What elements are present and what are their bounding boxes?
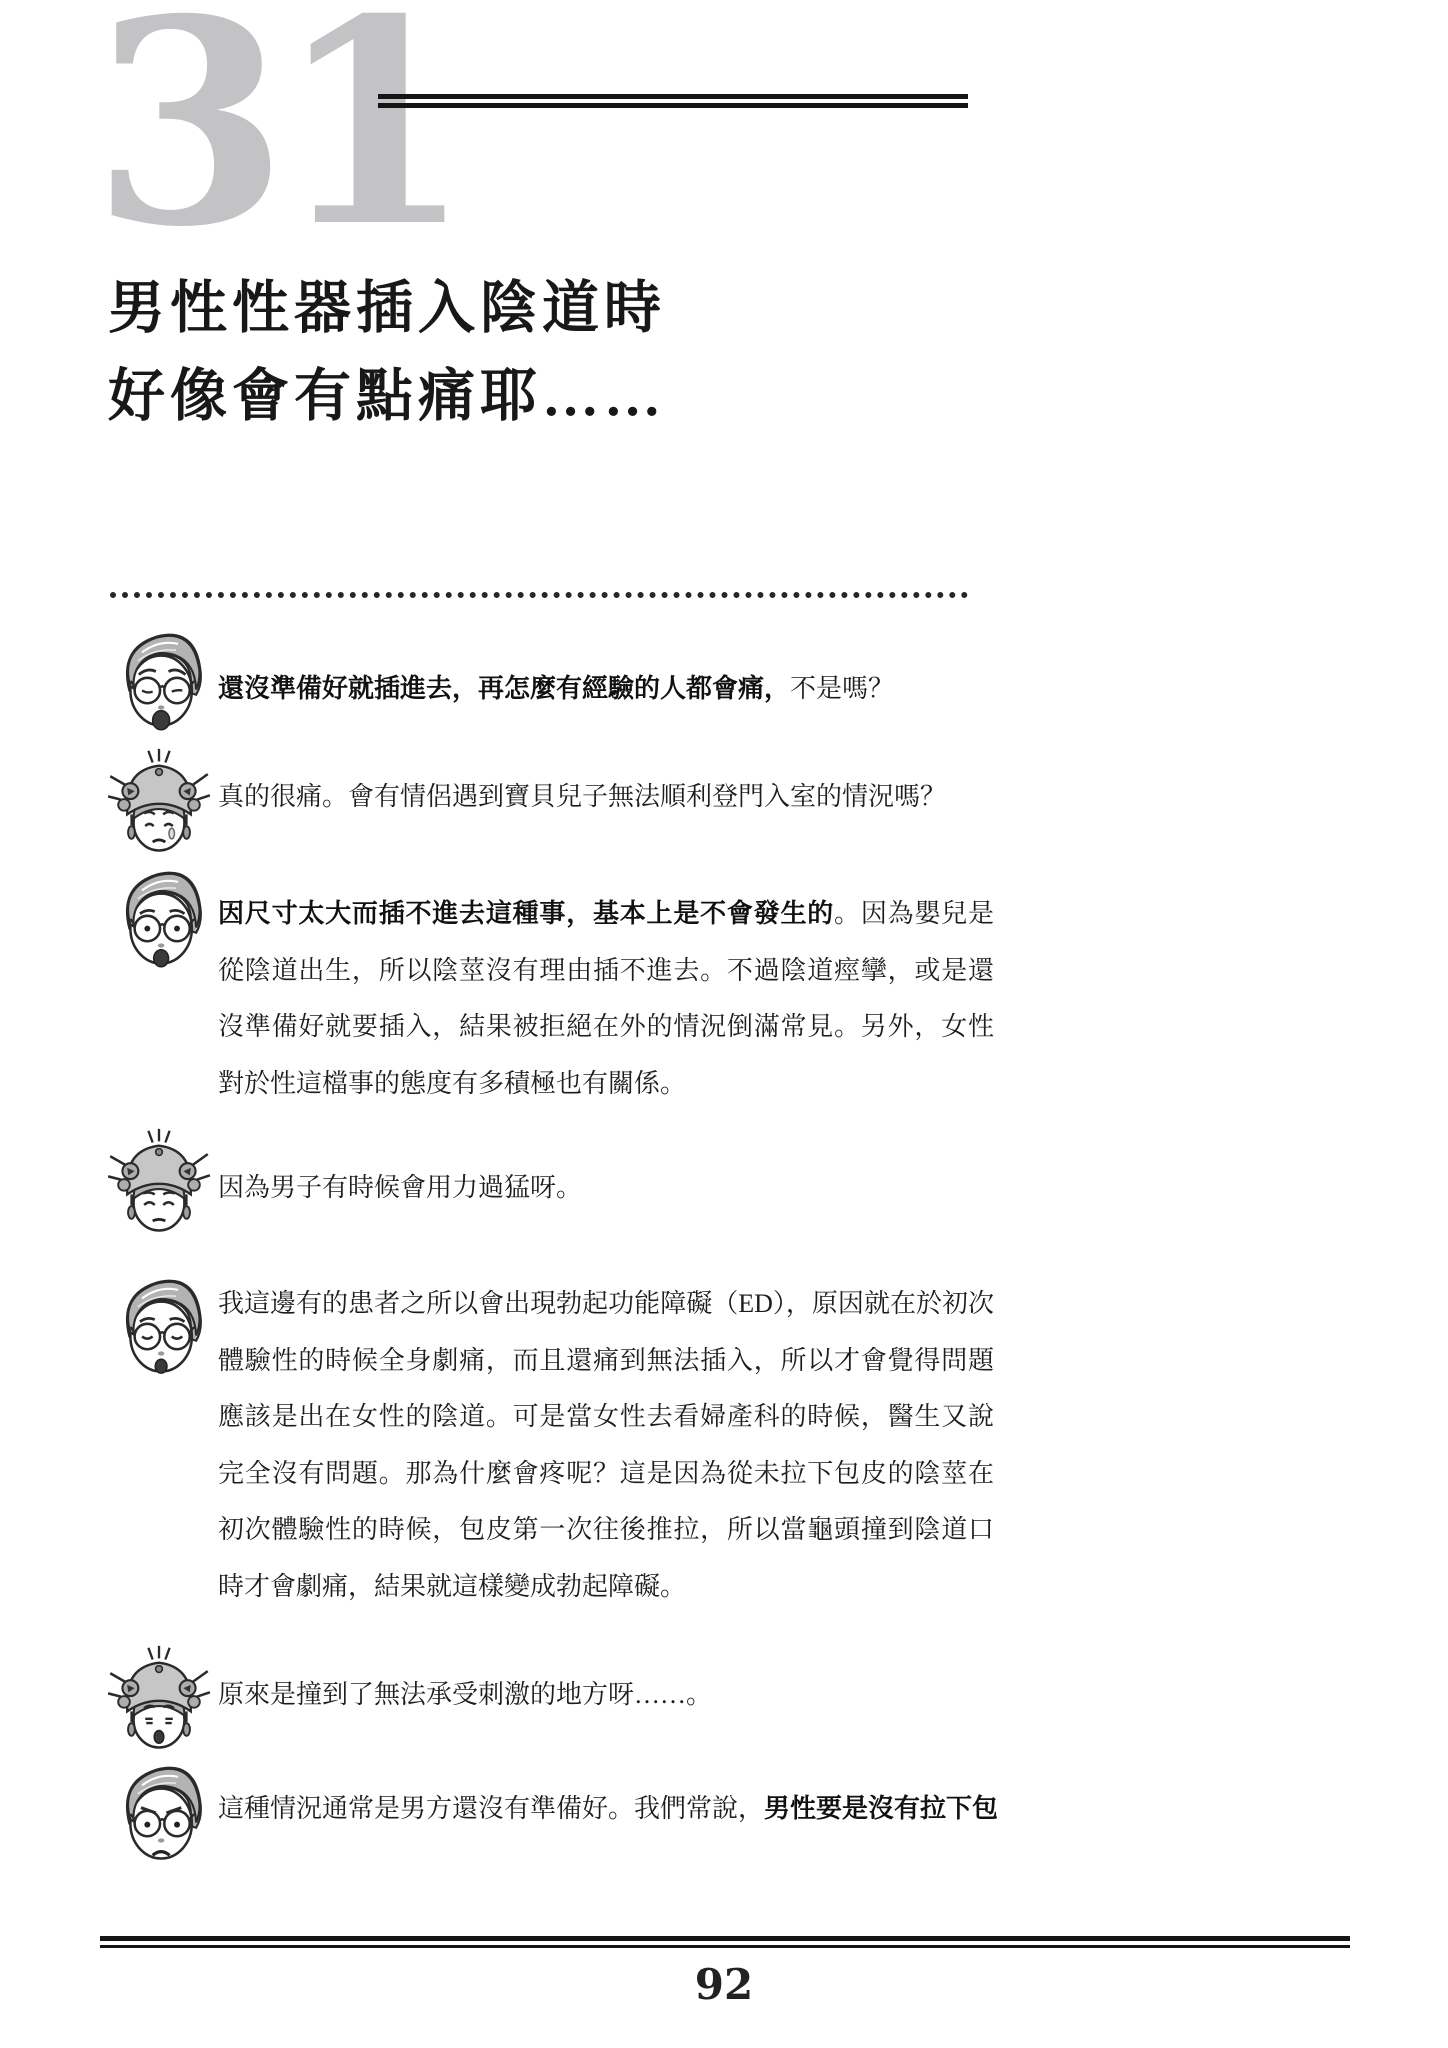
speech-text xyxy=(218,1160,994,1217)
page-footer-rule xyxy=(100,1936,1350,1948)
section-divider xyxy=(110,592,968,598)
doctor-avatar-icon xyxy=(106,622,212,740)
chapter-number: 31 xyxy=(92,0,461,289)
speech-text xyxy=(218,769,994,826)
doctor-avatar-icon xyxy=(106,1755,212,1873)
page-number: 92 xyxy=(694,1960,754,2009)
doctor-avatar-icon xyxy=(106,860,212,978)
page-title-line-2: 好像會有點痛耶…… xyxy=(108,365,666,428)
speech-text xyxy=(218,660,994,718)
speech-regular-segment: 真的很痛。會有情侶遇到寶貝兒子無法順利登門入室的情況嗎？ xyxy=(218,782,947,811)
speech-text xyxy=(218,1780,999,1838)
speech-regular-segment: 我這邊有的患者之所以會出現勃起功能障礙（ED），原因就在於初次體驗性的時候全身劇痛，而且還痛到無法插入，所以才會覺得問題應該是出在女性的陰道。可是當女性去看婦產科的時候，醫生又說完全沒有問題。那為什麼會疼呢？這是因為從未拉下包皮的陰莖在初次體驗性的時候，包皮第一次往後推拉，所以當龜頭撞到陰道口時才會劇痛，結果就這樣變成勃起障礙。 xyxy=(218,1289,994,1601)
girl-avatar-icon xyxy=(106,1128,212,1246)
page-title-line-1: 男性性器插入陰道時 xyxy=(108,277,666,340)
speech-regular-segment: 不是嗎？ xyxy=(790,674,895,703)
speech-text xyxy=(218,1667,994,1724)
speech-regular-segment: 。因為嬰兒是從陰道出生，所以陰莖沒有理由插不進去。不過陰道痙攣，或是還沒準備好就要插入，結果被拒絕在外的情況倒滿常見。另外，女性對於性這檔事的態度有多積極也有關係。 xyxy=(218,899,994,1098)
doctor-avatar-icon xyxy=(106,1268,212,1386)
speech-text xyxy=(218,1276,994,1615)
girl-avatar-icon xyxy=(106,1645,212,1763)
speech-bold-segment: 因尺寸太大而插不進去這種事，基本上是不會發生的 xyxy=(218,898,835,928)
speech-bold-segment: 男性要是沒有拉下包 xyxy=(764,1793,999,1823)
speech-bold-segment: 還沒準備好就插進去，再怎麼有經驗的人都會痛， xyxy=(218,673,791,703)
speech-regular-segment: 因為男子有時候會用力過猛呀。 xyxy=(218,1173,583,1202)
speech-regular-segment: 原來是撞到了無法承受刺激的地方呀……。 xyxy=(218,1680,713,1709)
chapter-header-rule xyxy=(378,94,968,108)
girl-avatar-icon xyxy=(106,748,212,866)
speech-regular-segment: 這種情況通常是男方還沒有準備好。我們常說， xyxy=(218,1794,765,1823)
speech-text xyxy=(218,885,994,1112)
